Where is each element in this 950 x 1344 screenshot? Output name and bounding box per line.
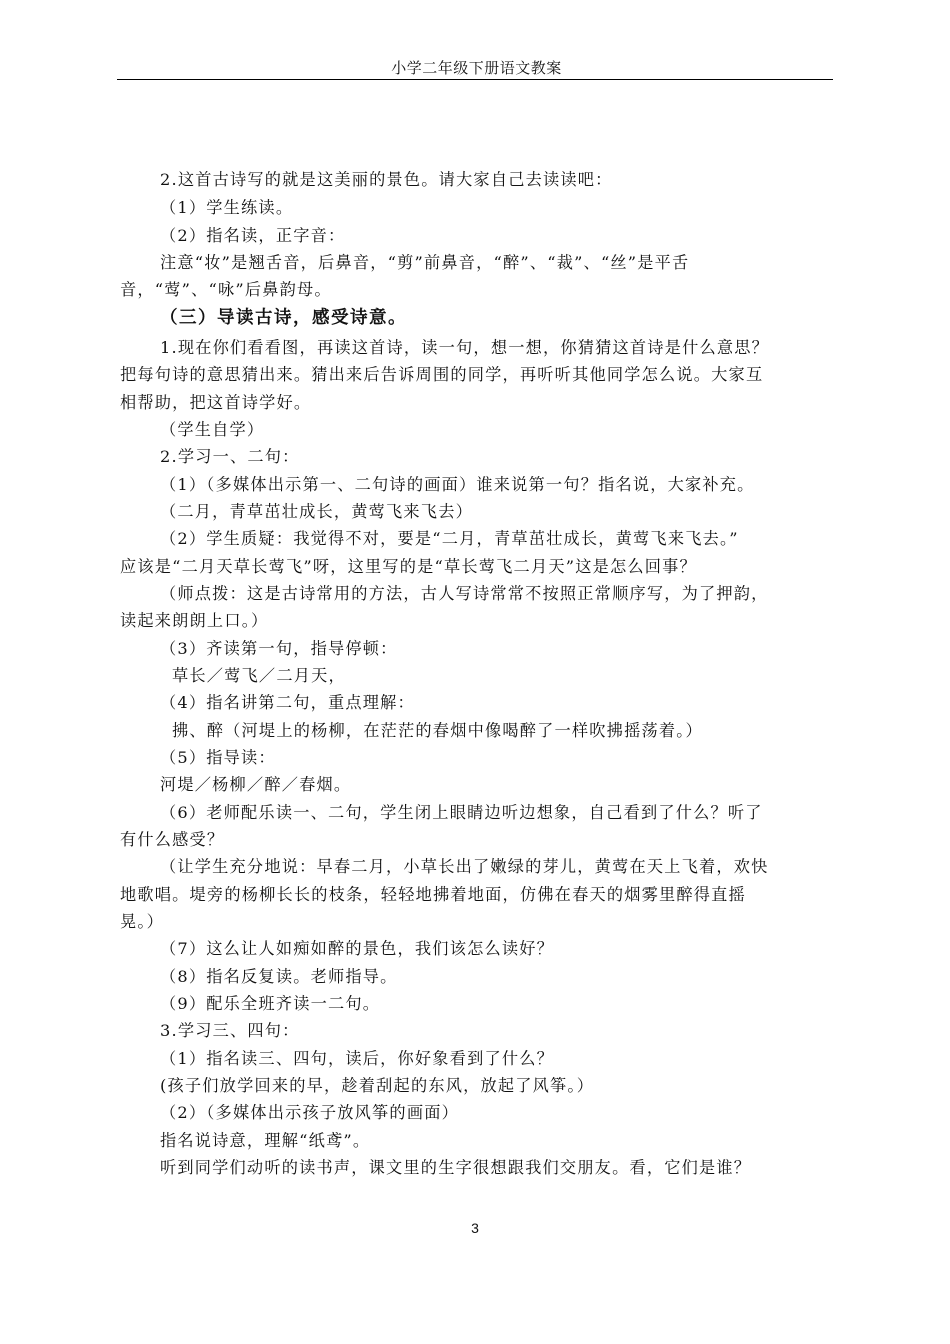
paragraph-line: （2）学生质疑：我觉得不对，要是“二月，青草茁壮成长，黄莺飞来飞去。” <box>160 529 739 548</box>
paragraph-line: 草长／莺飞／二月天， <box>172 666 346 685</box>
paragraph-line: （学生自学） <box>160 420 265 439</box>
paragraph-line: （5）指导读： <box>160 748 276 767</box>
page-header-title: 小学二年级下册语文教案 <box>391 59 562 77</box>
paragraph-line: 3.学习三、四句： <box>160 1021 300 1040</box>
paragraph-line: （9）配乐全班齐读一二句。 <box>160 994 381 1013</box>
paragraph-line: （2）指名读，正字音： <box>160 226 346 245</box>
paragraph-line: 指名说诗意，理解“纸鸢”。 <box>160 1131 371 1150</box>
paragraph-line: 河堤／杨柳／醉／春烟。 <box>160 775 352 794</box>
paragraph-line: 相帮助，把这首诗学好。 <box>120 393 312 412</box>
paragraph-line: 1.现在你们看看图，再读这首诗，读一句，想一想，你猜猜这首诗是什么意思？ <box>160 338 770 357</box>
paragraph-line: （师点拨：这是古诗常用的方法，古人写诗常常不按照正常顺序写，为了押韵， <box>160 584 769 603</box>
paragraph-line: （让学生充分地说：早春二月，小草长出了嫩绿的芽儿，黄莺在天上飞着，欢快 <box>160 857 769 876</box>
section-heading: （三）导读古诗，感受诗意。 <box>160 308 407 328</box>
paragraph-line: 把每句诗的意思猜出来。猜出来后告诉周围的同学，再听听其他同学怎么说。大家互 <box>120 365 764 384</box>
header-divider <box>117 79 833 80</box>
paragraph-line: 听到同学们动听的读书声，课文里的生字很想跟我们交朋友。看，它们是谁？ <box>160 1158 752 1177</box>
paragraph-line: 地歌唱。堤旁的杨柳长长的枝条，轻轻地拂着地面，仿佛在春天的烟雾里醉得直摇 <box>120 885 746 904</box>
paragraph-line: （2）（多媒体出示孩子放风筝的画面） <box>160 1103 459 1122</box>
paragraph-line: (孩子们放学回来的早，趁着刮起的东风，放起了风筝。） <box>160 1076 595 1095</box>
paragraph-line: （二月，青草茁壮成长，黄莺飞来飞去） <box>160 502 473 521</box>
paragraph-line: 应该是“二月天草长莺飞”呀，这里写的是“草长莺飞二月天”这是怎么回事？ <box>120 557 697 576</box>
paragraph-line: 2.这首古诗写的就是这美丽的景色。请大家自己去读读吧： <box>160 170 613 189</box>
paragraph-line: （1）指名读三、四句，读后，你好象看到了什么？ <box>160 1049 555 1068</box>
paragraph-line: 拂、醉（河堤上的杨柳，在茫茫的春烟中像喝醉了一样吹拂摇荡着。） <box>172 721 703 740</box>
paragraph-line: （6）老师配乐读一、二句，学生闭上眼睛边听边想象，自己看到了什么？听了 <box>160 803 763 822</box>
paragraph-line: （3）齐读第一句，指导停顿： <box>160 639 398 658</box>
paragraph-line: 2.学习一、二句： <box>160 447 300 466</box>
paragraph-line: 读起来朗朗上口。） <box>120 611 269 630</box>
paragraph-line: （4）指名讲第二句，重点理解： <box>160 693 415 712</box>
paragraph-line: （8）指名反复读。老师指导。 <box>160 967 398 986</box>
paragraph-line: （7）这么让人如痴如醉的景色，我们该怎么读好？ <box>160 939 555 958</box>
paragraph-line: 晃。） <box>120 912 165 931</box>
page-number: 3 <box>471 1220 479 1236</box>
paragraph-line: 注意“妆”是翘舌音，后鼻音，“剪”前鼻音，“醉”、“裁”、“丝”是平舌 <box>160 253 690 272</box>
paragraph-line: 音，“莺”、“咏”后鼻韵母。 <box>120 280 332 299</box>
paragraph-line: （1）（多媒体出示第一、二句诗的画面）谁来说第一句？指名说，大家补充。 <box>160 475 755 494</box>
paragraph-line: （1）学生练读。 <box>160 198 294 217</box>
paragraph-line: 有什么感受？ <box>120 830 225 849</box>
